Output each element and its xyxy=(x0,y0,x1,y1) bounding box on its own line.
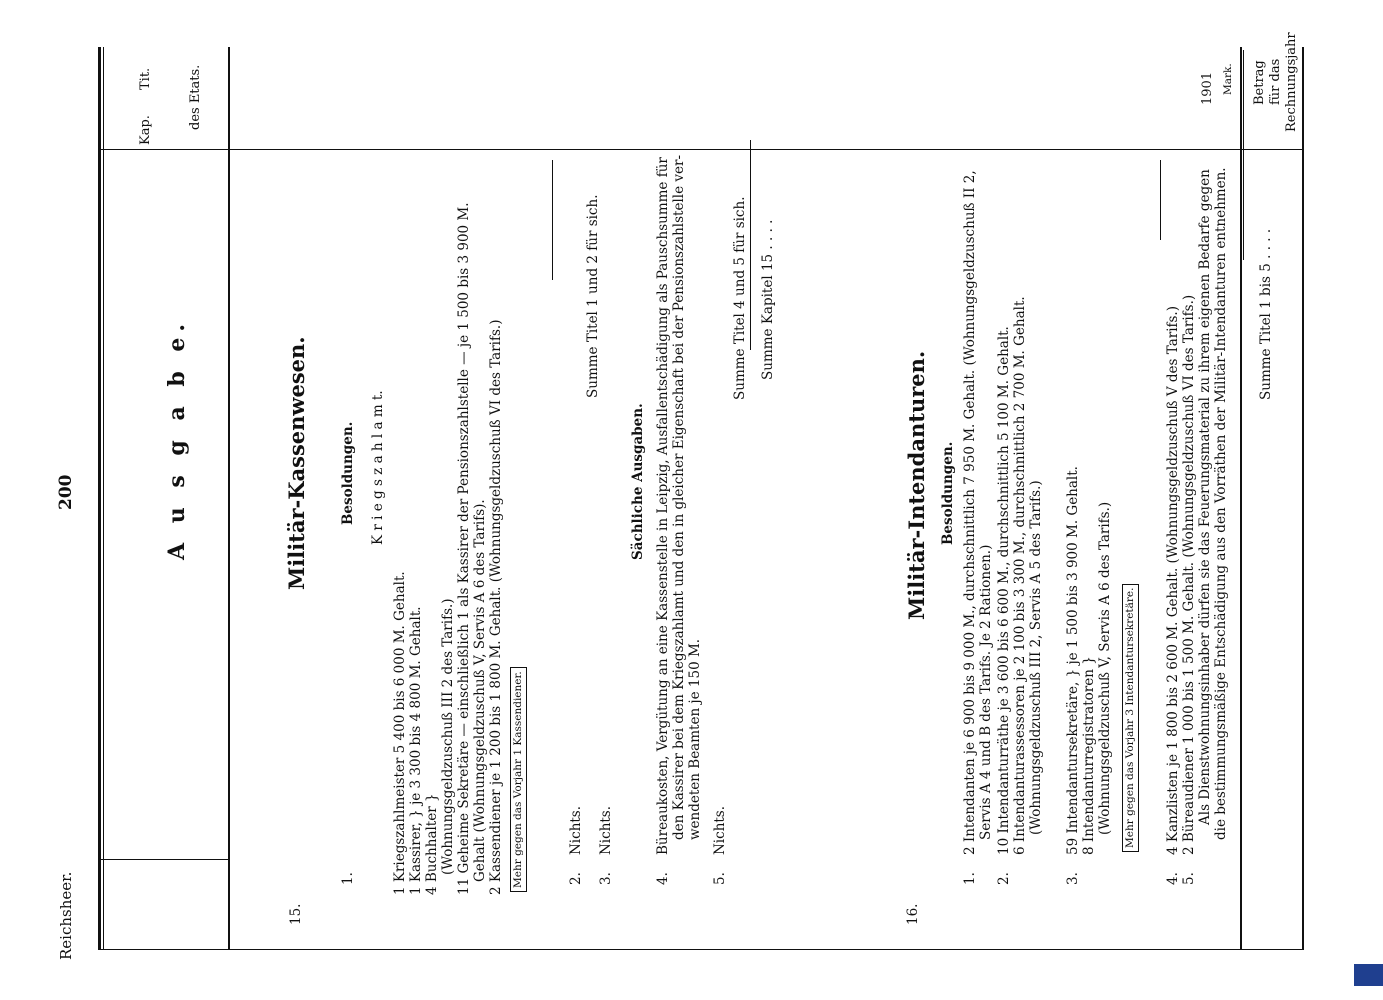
kap15-line-5: Gehalt (Wohnungsgeldzuschuß V, Servis A 6 des Tarifs). xyxy=(472,499,488,882)
kap16-subtitle: Besoldungen. xyxy=(940,441,956,545)
kap16-tit3: 3. xyxy=(1065,872,1081,885)
kap15-sachliche: Sächliche Ausgaben. xyxy=(630,403,646,560)
amount-col-rule xyxy=(1240,47,1242,950)
kap-col-rule xyxy=(98,859,228,860)
kap15-line-2: 4 Buchhalter } xyxy=(424,793,440,895)
kap16-a-0: 2 Intendanten je 6 900 bis 9 000 M., durchschnittlich 7 950 M. Gehalt. (Wohnungsgeldzuschuß II 2, xyxy=(962,170,978,855)
text-col-left-rule xyxy=(228,47,230,950)
kap15-tit4-line-1: den Kassirer bei dem Kriegszahlamt und den in gleicher Eigenschaft bei der Pensionszahlstelle ver- xyxy=(671,154,687,840)
kap15-total-rule xyxy=(750,140,751,350)
kap16-c-3: die bestimmungsmäßige Entschädigung aus den Vorräthen der Militär-Intendanturen entnehmen. xyxy=(1213,167,1229,840)
kap16-tit4: 4. xyxy=(1165,872,1181,885)
kap15-tit4-line-2: wendeten Beamten je 150 M. xyxy=(687,638,703,840)
kap15-tit4-line-0: Büreaukosten, Vergütung an eine Kassenstelle in Leipzig, Ausfallentschädigung als Pauschsumme für xyxy=(655,157,671,855)
kap16-b-0: 59 Intendantursekretäre, } je 1 500 bis 3 900 M. Gehalt. xyxy=(1065,466,1081,855)
kap15-line-3: (Wohnungsgeldzuschuß III 2 des Tarifs.) xyxy=(440,598,456,875)
kap16-c-0: 4 Kanzlisten je 1 800 bis 2 600 M. Gehalt. (Wohnungsgeldzuschuß V des Tarifs.) xyxy=(1165,306,1181,855)
header-betrag-3: Rechnungsjahr xyxy=(1284,32,1299,132)
kap15-summe-1-2: Summe Titel 1 und 2 für sich. xyxy=(585,194,601,398)
kap15-subsubtitle: K r i e g s z a h l a m t. xyxy=(370,390,386,545)
kap16-a-4: (Wohnungsgeldzuschuß III 2, Servis A 5 des Tarifs.) xyxy=(1028,480,1044,835)
kap15-summe-kap: Summe Kapitel 15 . . . . xyxy=(760,219,776,380)
page-number: 200 xyxy=(56,474,76,510)
kap15-tit5: 5. xyxy=(712,872,728,885)
kap16-tit2: 2. xyxy=(996,872,1012,885)
kap16-c-2: Als Dienstwohnungsinhaber dürfen sie das Feuerungsmaterial zu ihrem eigenen Bedarfe gegen xyxy=(1197,169,1213,825)
kap16-title: Militär-Intendanturen. xyxy=(904,350,929,620)
kap16-a-3: 6 Intendanturassessoren je 2 100 bis 3 300 M., durchschnittlich 2 700 M. Gehalt. xyxy=(1012,296,1028,855)
header-des-etats: des Etats. xyxy=(188,64,203,130)
kap15-note: Mehr gegen das Vorjahr 1 Kassendiener. xyxy=(510,667,527,892)
kap15-line-0: 1 Kriegszahlmeister 5 400 bis 6 000 M. Gehalt. xyxy=(392,571,408,895)
digitization-note xyxy=(1360,10,1382,990)
header-betrag-1: Betrag xyxy=(1252,60,1267,105)
table-top-rule-thin xyxy=(103,47,104,950)
kap15-tit2-text: Nichts. xyxy=(568,805,584,855)
kap15-tit3-text: Nichts. xyxy=(598,805,614,855)
running-head: Reichsheer. xyxy=(57,871,75,960)
kap16-a-2: 10 Intendanturräthe je 3 600 bis 6 600 M., durchschnittlich 5 100 M. Gehalt. xyxy=(996,326,1012,855)
kap16-b-1: 8 Intendanturregistratoren } xyxy=(1081,656,1097,855)
kap15-line-1: 1 Kassirer, } je 3 300 bis 4 800 M. Gehalt. xyxy=(408,606,424,895)
kap15-tit1: 1. xyxy=(340,872,356,885)
kap15-subtitle: Besoldungen. xyxy=(340,421,356,525)
kap15-tit2: 2. xyxy=(568,872,584,885)
kap16-tit5: 5. xyxy=(1181,872,1197,885)
dfg-logo xyxy=(1354,964,1383,986)
kap15-summe-4-5: Summe Titel 4 und 5 für sich. xyxy=(732,196,748,400)
kap16-note: Mehr gegen das Vorjahr 3 Intendantursekretäre. xyxy=(1122,584,1139,852)
header-mark: Mark. xyxy=(1222,63,1234,95)
kap15-line-6: 2 Kassendiener je 1 200 bis 1 800 M. Gehalt. (Wohnungsgeldzuschuß VI des Tarifs.) xyxy=(488,319,504,895)
header-kap: Kap. xyxy=(138,115,153,145)
kap15-tit3: 3. xyxy=(598,872,614,885)
header-divider xyxy=(98,149,1304,150)
kap16-summe: Summe Titel 1 bis 5 . . . . xyxy=(1258,228,1274,400)
kap16-b-2: (Wohnungsgeldzuschuß V, Servis A 6 des Tarifs.) xyxy=(1097,501,1113,835)
kap15-sum-rule xyxy=(552,160,553,280)
kap16-sum-rule-a xyxy=(1160,160,1161,240)
kap15-tit5-text: Nichts. xyxy=(712,805,728,855)
kap16-total-rule xyxy=(1243,50,1244,260)
kap16-tit1: 1. xyxy=(962,872,978,885)
section-title: A u s g a b e. xyxy=(164,317,190,560)
kap15-number: 15. xyxy=(288,903,304,925)
table-left-rule xyxy=(98,949,1304,950)
kap16-c-1: 2 Büreaudiener 1 000 bis 1 500 M. Gehalt. (Wohnungsgeldzuschuß VI des Tarifs.) xyxy=(1181,294,1197,855)
kap15-tit4: 4. xyxy=(655,872,671,885)
kap15-line-4: 11 Geheime Sekretäre — einschließlich 1 als Kassirer der Pensionszahlstelle — je 1 500 bis 3 900 M. xyxy=(456,202,472,895)
table-bottom-rule xyxy=(1302,47,1304,950)
kap15-title: Militär-Kassenwesen. xyxy=(284,336,309,590)
kap16-number: 16. xyxy=(905,903,921,925)
header-tit: Tit. xyxy=(138,67,153,90)
header-betrag-4: 1901 xyxy=(1200,71,1215,105)
header-betrag-2: für das xyxy=(1268,58,1283,105)
kap16-a-1: Servis A 4 und B des Tarifs. Je 2 Rationen.) xyxy=(978,544,994,840)
table-top-rule xyxy=(98,47,101,950)
